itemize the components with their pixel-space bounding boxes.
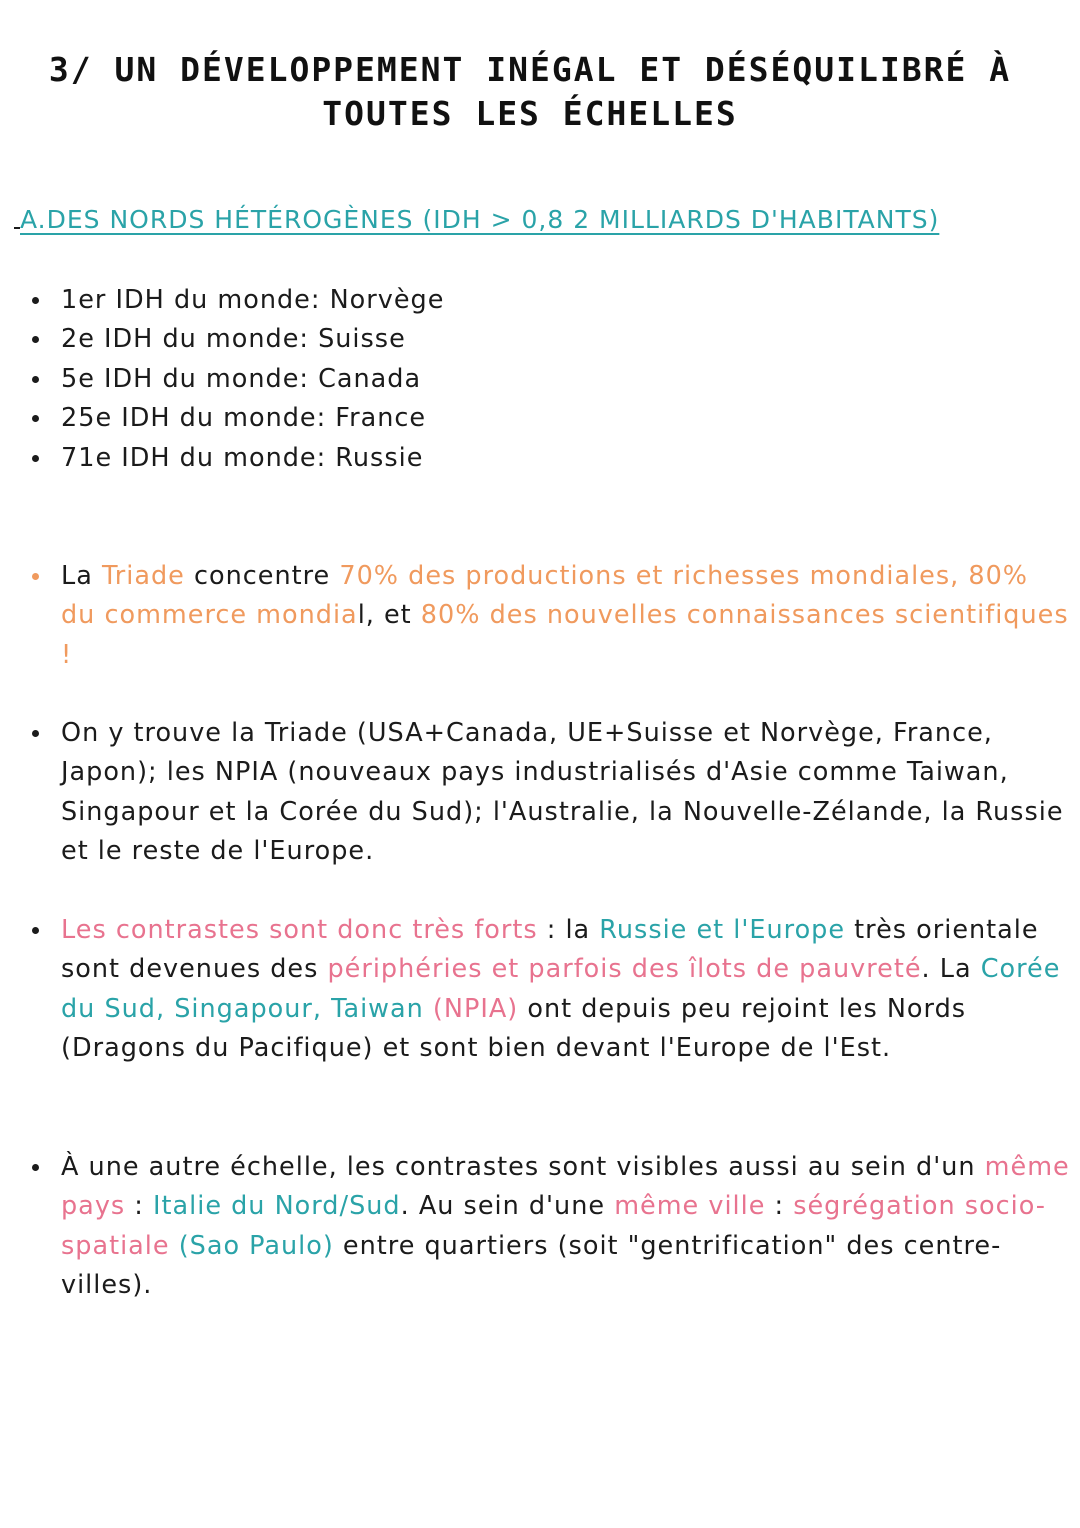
text-run: l, et [357,600,421,631]
section-heading-text: A.DES NORDS HÉTÉROGÈNES (IDH > 0,8 2 MILLIARDS D'HABITANTS) [20,205,940,234]
text-run: très orientale sont devenues des [61,915,1039,985]
highlight-connaissances: 80% des nouvelles connaissances scientifiques ! [61,600,1069,670]
list-item: 5e IDH du monde: Canada [30,360,1070,399]
contrastes-paragraph [30,911,1070,1069]
list-item [30,911,1070,1069]
text-run: La [61,561,102,591]
text-run: entre quartiers (soit "gentrification" des centre-villes). [61,1230,1002,1301]
section-heading [14,200,1074,240]
list-item: 71e IDH du monde: Russie [30,439,1070,478]
text-run: ont depuis peu rejoint les Nords (Dragons du Pacifique) et sont bien devant l'Europe de l'Est. [61,993,967,1064]
page-title [30,48,1030,136]
list-item [30,557,1070,675]
highlight-npia-countries: Corée du Sud, Singapour, Taiwan [61,954,1061,1024]
list-item: 25e IDH du monde: France [30,399,1070,438]
highlight-triade: Triade [101,561,185,591]
list-item: 2e IDH du monde: Suisse [30,320,1070,359]
composition-paragraph [30,714,1070,872]
text-run: : [125,1191,154,1222]
triade-paragraph [30,557,1070,675]
text-run: concentre [184,561,340,591]
highlight-sao-paulo: (Sao Paulo) [169,1230,334,1261]
highlight-npia: (NPIA) [423,993,519,1024]
page-title-line-1: 3/ UN DÉVELOPPEMENT INÉGAL ET DÉSÉQUILIBRÉ À [48,50,1012,89]
idh-ranking-list [30,281,1070,478]
page-title-line-2: TOUTES LES ÉCHELLES [322,94,738,133]
highlight-italie: Italie du Nord/Sud [153,1191,401,1222]
echelle-paragraph [30,1148,1070,1306]
text-run: À une autre échelle, les contrastes sont visibles aussi au sein d'un [61,1152,985,1182]
highlight-segregation: ségrégation socio-spatiale [61,1191,1047,1261]
highlight-production-commerce: 70% des productions et richesses mondiales, 80% du commerce mondia [61,561,1029,631]
text-run: . Au sein d'une [400,1191,615,1222]
list-item: 1er IDH du monde: Norvège [30,281,1070,320]
highlight-contrastes: Les contrastes sont donc très forts [61,915,538,945]
text-run: : [765,1191,794,1222]
highlight-meme-pays: même pays [61,1152,1070,1222]
text-run: : la [537,915,600,945]
list-item [30,1148,1070,1306]
highlight-meme-ville: même ville [614,1191,766,1222]
highlight-peripheries: périphéries et parfois des îlots de pauvreté [327,954,922,985]
text-run: . La [921,954,981,985]
highlight-russie-europe: Russie et l'Europe [599,915,846,945]
list-item: On y trouve la Triade (USA+Canada, UE+Suisse et Norvège, France, Japon); les NPIA (nouveaux pays industrialisés d'Asie comme Taiwan, Singapour et la Corée du Sud); l'Australie, la Nouvelle-Zélande, la Russie et le reste de l'Europe. [30,714,1070,872]
